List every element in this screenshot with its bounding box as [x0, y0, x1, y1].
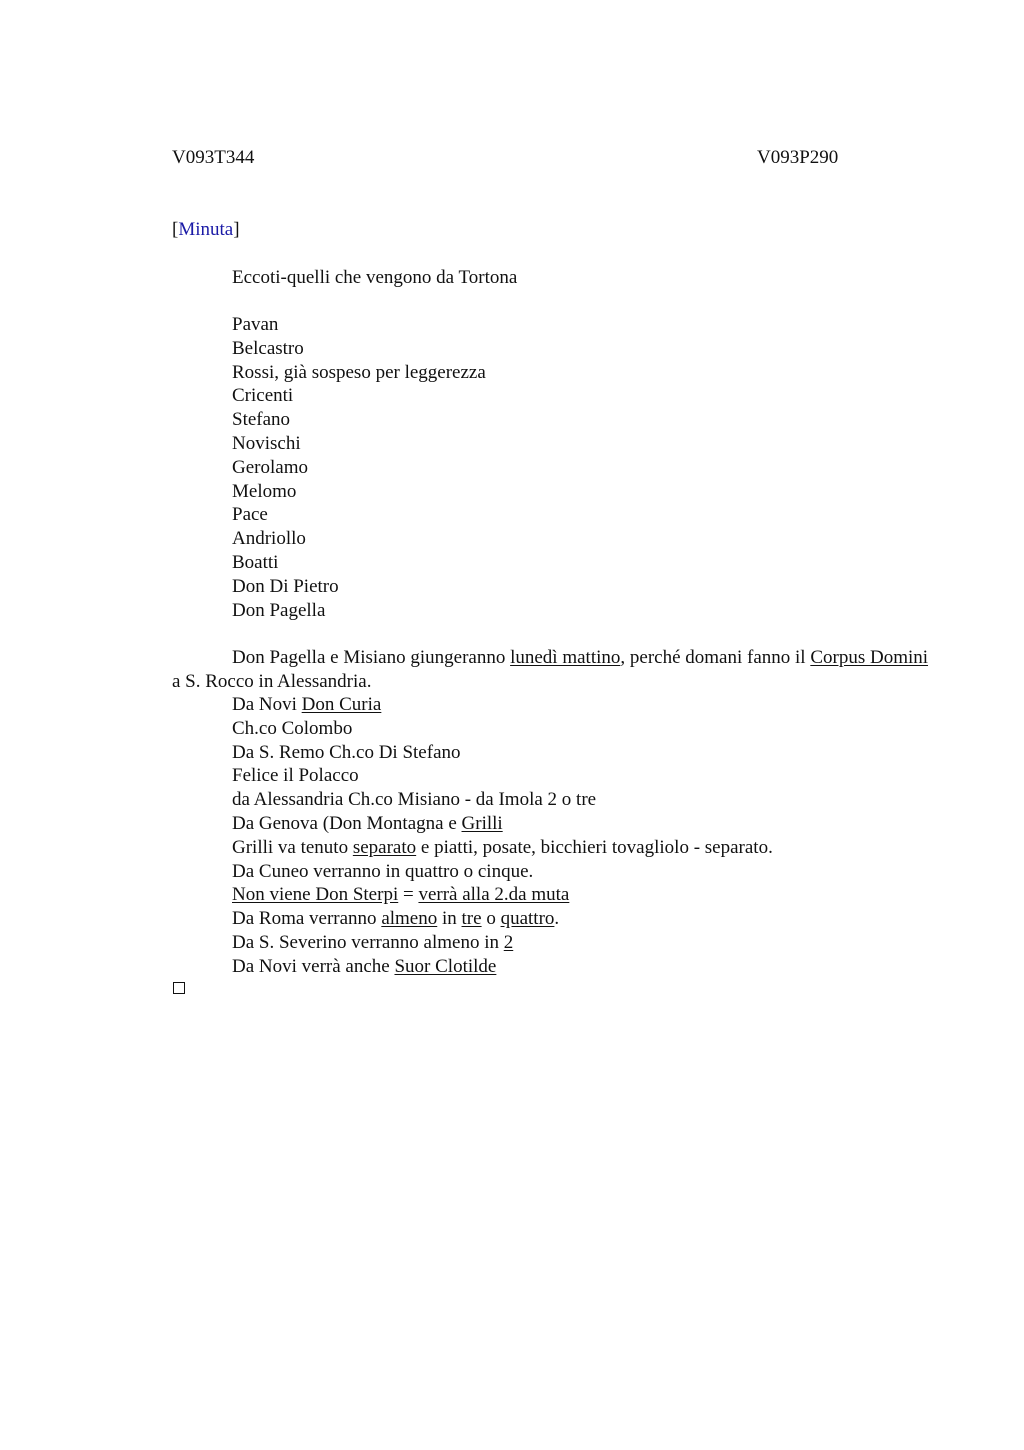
intro-line: Eccoti-quelli che vengono da Tortona [232, 267, 518, 288]
minuta-heading [172, 218, 240, 242]
note-line: Da Cuneo verranno in quattro o cinque. [232, 860, 534, 882]
document-reference-left: V093T344 [172, 147, 255, 168]
note-line [232, 693, 773, 717]
underlined-text: separato [352, 836, 417, 858]
note-line: Ch.co Colombo [232, 717, 353, 739]
list-item: Melomo [232, 480, 297, 502]
list-item: Don Di Pietro [232, 575, 339, 597]
list-item: Pace [232, 504, 268, 526]
underlined-text: lunedì mattino [510, 647, 621, 668]
underlined-text: Non viene Don Sterpi [232, 884, 399, 906]
note-text: o [481, 908, 501, 930]
note-line [232, 883, 773, 907]
underlined-text: Corpus Domini [810, 647, 929, 668]
end-marker-box-icon [173, 982, 185, 994]
note-text: Da Genova (Don Montagna e [232, 812, 462, 834]
list-item: Andriollo [232, 528, 306, 550]
underlined-text: Suor Clotilde [394, 955, 497, 977]
underlined-text: Grilli [461, 812, 503, 834]
list-item: Pavan [232, 314, 279, 335]
note-line [232, 931, 773, 955]
underlined-text: tre [461, 908, 482, 930]
note-text: e piatti, posate, bicchieri tovagliolo - separato. [416, 836, 773, 858]
notes-list [232, 693, 773, 979]
note-text: Da S. Severino verranno almeno in [232, 931, 504, 953]
note-text: Da Roma verranno [232, 908, 382, 930]
list-item: Novischi [232, 432, 301, 454]
note-line: da Alessandria Ch.co Misiano - da Imola 2 o tre [232, 789, 597, 811]
note-line [232, 836, 773, 860]
note-text: . [554, 908, 560, 930]
underlined-text: quattro [500, 908, 555, 930]
list-item: Belcastro [232, 337, 304, 359]
list-item: Stefano [232, 409, 291, 431]
note-line [232, 812, 773, 836]
note-line [232, 907, 773, 931]
document-reference-right: V093P290 [757, 147, 839, 168]
list-item: Cricenti [232, 385, 294, 407]
note-text: Da Novi verrà anche [232, 955, 395, 977]
note-text: Grilli va tenuto [232, 836, 353, 858]
list-item: Don Pagella [232, 599, 326, 621]
bracket-open: [ [172, 219, 179, 240]
note-text: = [398, 884, 419, 906]
list-item: Rossi, già sospeso per leggerezza [232, 361, 486, 383]
note-text: in [437, 908, 462, 930]
list-item: Boatti [232, 551, 279, 573]
arrival-paragraph [172, 646, 932, 694]
minuta-link[interactable]: Minuta [178, 219, 234, 240]
bracket-close: ] [233, 219, 240, 240]
paragraph-text: , perché domani fanno il [620, 647, 811, 668]
note-text: Da Novi [232, 694, 302, 715]
paragraph-text: a S. Rocco in Alessandria. [172, 670, 372, 692]
underlined-text: almeno [381, 908, 438, 930]
underlined-text: Don Curia [301, 694, 382, 715]
list-item: Gerolamo [232, 456, 308, 478]
underlined-text: 2 [503, 931, 514, 953]
note-line [232, 955, 773, 979]
paragraph-text: Don Pagella e Misiano giungeranno [232, 647, 511, 668]
note-line: Da S. Remo Ch.co Di Stefano [232, 741, 461, 763]
names-list [232, 313, 486, 622]
underlined-text: verrà alla 2.da muta [418, 884, 570, 906]
note-line: Felice il Polacco [232, 765, 359, 787]
